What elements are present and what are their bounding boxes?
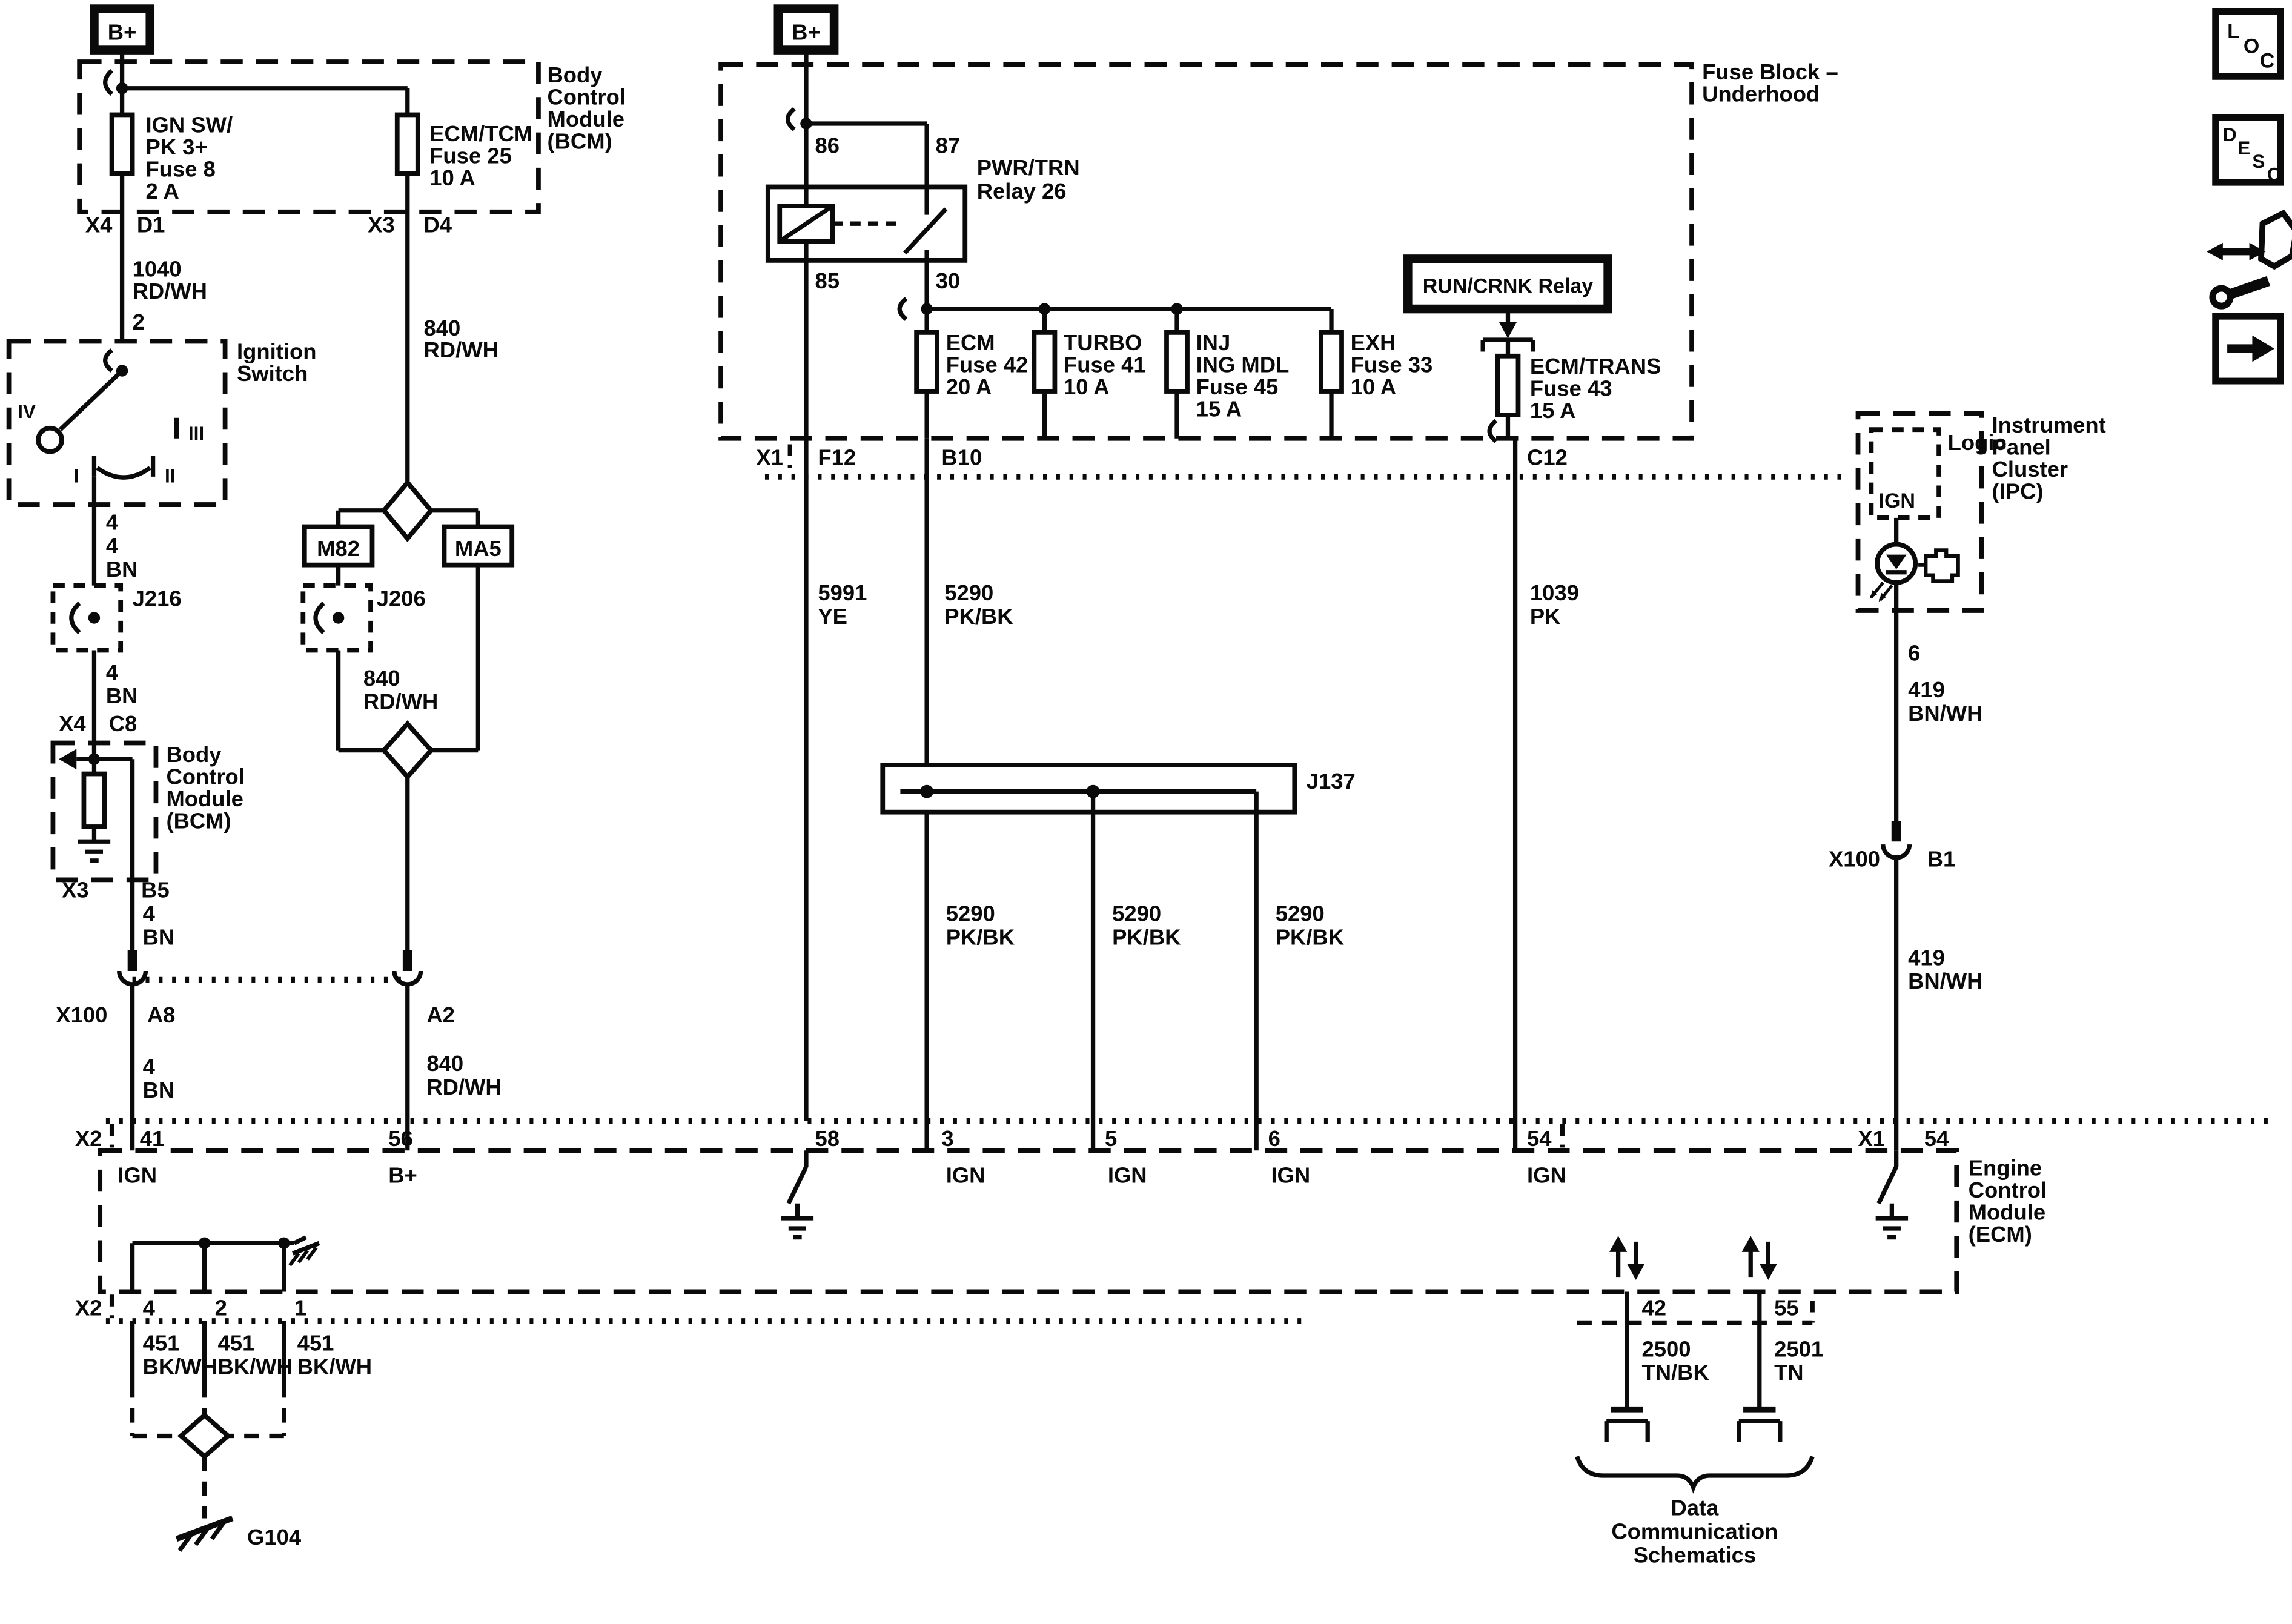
splice-pack-j137 xyxy=(883,765,1356,1121)
ipc-to-ecm-wire xyxy=(1829,611,1983,1121)
forward-arrow-button[interactable] xyxy=(2216,316,2280,381)
wire-840b-color: RD/WH xyxy=(363,689,439,714)
wire-5290c-num: 5290 xyxy=(1112,901,1162,926)
ecm-pin2-label: 2 xyxy=(214,1295,227,1321)
conn-x3-b5-x3: X3 xyxy=(62,877,89,903)
fuse42-line1: ECM xyxy=(946,330,995,356)
conn-x4-c8-c8: C8 xyxy=(108,711,137,737)
wire-1040-color: RD/WH xyxy=(132,279,207,304)
offpage-connector-1 xyxy=(1606,1410,1648,1442)
wire-5991-num: 5991 xyxy=(818,580,867,605)
position-ii-label: II xyxy=(165,465,176,487)
fuse-25 xyxy=(397,114,418,173)
wire-4-color2: BN xyxy=(105,683,138,708)
switch-detent-arc xyxy=(97,468,150,477)
fuse45-line4: 15 A xyxy=(1196,396,1242,422)
fuse45-line1: INJ xyxy=(1196,330,1231,356)
conn-x3-b5-b5: B5 xyxy=(141,877,170,903)
data-communication-wires xyxy=(1577,1291,1823,1567)
x100-a8-label: A8 xyxy=(147,1002,176,1027)
wire-840b-num: 840 xyxy=(363,665,400,691)
conn-d1-label: D1 xyxy=(136,212,165,237)
ipc-ign-label: IGN xyxy=(1878,489,1915,512)
fuse-block-title-1: Fuse Block – xyxy=(1702,59,1838,85)
current-path-hook xyxy=(105,71,112,94)
wire-1039-num: 1039 xyxy=(1529,580,1579,605)
wire-4-num3: 4 xyxy=(142,901,155,926)
fuse8-line3: Fuse 8 xyxy=(145,156,216,182)
fuse25-line3: 10 A xyxy=(429,165,475,191)
wire-451c-color: BK/WH xyxy=(297,1354,373,1379)
desc-e: E xyxy=(2237,137,2251,159)
ground-symbol xyxy=(78,841,110,861)
switch-contact-arm xyxy=(61,371,122,429)
wire-5290d-color: PK/BK xyxy=(1275,924,1345,950)
fuse25-line1: ECM/TCM xyxy=(429,121,533,147)
current-path-hook xyxy=(316,603,323,633)
x1-54-x1: X1 xyxy=(1858,1125,1886,1151)
ipc-term6-label: 6 xyxy=(1908,640,1921,666)
relay-name-2: Relay 26 xyxy=(976,178,1067,204)
x100-label: X100 xyxy=(56,1002,108,1027)
ecm-title-2: Control xyxy=(1968,1178,2047,1203)
wire-419b-num: 419 xyxy=(1908,945,1945,970)
ecm-ign6-label: IGN xyxy=(1271,1162,1311,1188)
wire-840-color: RD/WH xyxy=(423,337,498,363)
g104-label: G104 xyxy=(247,1525,302,1550)
wire-5290b-num: 5290 xyxy=(946,901,995,926)
ecm-pin1-label: 1 xyxy=(294,1295,307,1321)
wire-451a-num: 451 xyxy=(142,1330,180,1356)
wire-1040-rdwh xyxy=(133,257,207,334)
ma5-label: MA5 xyxy=(454,536,502,562)
fuse8-line2: PK 3+ xyxy=(145,134,208,160)
loc-o: O xyxy=(2243,35,2260,58)
wire-4-color: BN xyxy=(105,557,138,582)
ecm-ign5-label: IGN xyxy=(1107,1162,1147,1188)
fuse-bus xyxy=(899,260,1331,333)
bcm-title-4: (BCM) xyxy=(547,128,612,154)
x1-54-54: 54 xyxy=(1924,1125,1949,1151)
run-crnk-relay-label: RUN/CRNK Relay xyxy=(1422,274,1594,298)
c12-label: C12 xyxy=(1527,445,1568,470)
desc-d: D xyxy=(2222,124,2237,146)
current-path-hook xyxy=(71,603,79,633)
instrument-panel-cluster xyxy=(1858,413,2106,611)
wire-5290d-num: 5290 xyxy=(1275,901,1325,926)
relay-pin30-label: 30 xyxy=(935,268,961,294)
toolbar xyxy=(2207,12,2292,381)
wire-419a-color: BN/WH xyxy=(1908,701,1983,726)
bcm-title-2: Control xyxy=(547,84,626,110)
wire-2501-color: TN xyxy=(1774,1360,1804,1385)
position-i-label: I xyxy=(73,465,79,487)
splice-diamond-ground xyxy=(181,1415,228,1456)
splice-diamond-top xyxy=(384,483,431,539)
wire-2501-num: 2501 xyxy=(1774,1336,1824,1362)
fuse43-line1: ECM/TRANS xyxy=(1529,353,1661,379)
relay-pin86-label: 86 xyxy=(815,133,840,158)
ecm-pin42-label: 42 xyxy=(1641,1295,1667,1321)
g104-ground-symbol xyxy=(176,1518,232,1550)
pwr-trn-relay xyxy=(768,155,1080,260)
feed-arrow xyxy=(1499,322,1517,339)
wire-5991-color: YE xyxy=(818,603,847,629)
splice-diamond-bottom xyxy=(384,724,431,777)
x100-b1-x100: X100 xyxy=(1828,846,1881,872)
fuse8-line4: 2 A xyxy=(145,178,179,204)
fuse-block-underhood xyxy=(721,59,1838,1121)
ecm-bottom-connector-row xyxy=(75,1294,1812,1322)
run-crnk-relay xyxy=(1408,259,1608,356)
wire-419a-num: 419 xyxy=(1908,677,1945,703)
x2-bottom-label: X2 xyxy=(75,1295,102,1321)
ecm-pin5-label: 5 xyxy=(1104,1125,1118,1151)
fuse42-line3: 20 A xyxy=(946,374,992,399)
wire-4-num: 4 xyxy=(105,533,119,558)
relay-name-1: PWR/TRN xyxy=(976,155,1080,181)
fuse33-line2: Fuse 33 xyxy=(1350,352,1433,377)
loc-c: C xyxy=(2259,49,2275,73)
wire-451b-color: BK/WH xyxy=(217,1354,293,1379)
logic-label: Logic xyxy=(1947,430,2007,456)
ecm-pin58-internal-switch xyxy=(781,1150,813,1237)
wire-840c-color: RD/WH xyxy=(426,1074,502,1099)
fuse25-line2: Fuse 25 xyxy=(429,143,512,168)
ecm-box xyxy=(100,1150,1956,1291)
b-plus-label-2: B+ xyxy=(792,19,821,45)
terminal-2-label: 2 xyxy=(132,310,145,335)
fuse45-line2: ING MDL xyxy=(1196,352,1290,377)
bcm-title-3: Module xyxy=(547,106,624,131)
terminal-4-label: 4 xyxy=(105,509,119,535)
wire-5290a-num: 5290 xyxy=(944,580,994,605)
conn-d4-label: D4 xyxy=(423,212,452,237)
middle-vertical-wires xyxy=(818,439,1579,1121)
engine-icon xyxy=(1918,550,1958,581)
ipc-title-4: (IPC) xyxy=(1992,479,2044,504)
desc-s: S xyxy=(2252,150,2265,172)
transmission-variant-branch xyxy=(303,483,512,950)
wire-2500-color: TN/BK xyxy=(1641,1360,1709,1385)
ignition-title-2: Switch xyxy=(237,361,308,386)
loc-l: L xyxy=(2227,20,2240,44)
ecm-ign54-label: IGN xyxy=(1527,1162,1566,1188)
position-iii-label: III xyxy=(188,422,205,445)
wire-419b-color: BN/WH xyxy=(1908,969,1983,994)
wire-5290a-color: PK/BK xyxy=(944,603,1013,629)
fuse45-line3: Fuse 45 xyxy=(1196,374,1279,399)
harness-connector-row xyxy=(75,1121,2274,1151)
fuse43-line2: Fuse 43 xyxy=(1529,376,1612,401)
wire-5290c-color: PK/BK xyxy=(1112,924,1181,950)
ecm-pin3-label: 3 xyxy=(941,1125,954,1151)
ecm-ign3-label: IGN xyxy=(946,1162,985,1188)
wire-4-num2: 4 xyxy=(105,660,119,685)
switch-pivot xyxy=(38,428,62,452)
x100-a2-label: A2 xyxy=(426,1002,455,1027)
conn-x3-label: X3 xyxy=(368,212,395,237)
bcm2-title-1: Body xyxy=(166,742,222,767)
x100-inline-connector xyxy=(56,950,501,1121)
current-path-hook xyxy=(1489,421,1496,442)
wire-1039-color: PK xyxy=(1529,603,1561,629)
m82-label: M82 xyxy=(317,536,360,562)
wire-4-num4: 4 xyxy=(142,1053,155,1079)
ground-circuit-g104 xyxy=(133,1321,372,1551)
desc-button[interactable] xyxy=(2216,118,2281,185)
bcm2-title-2: Control xyxy=(166,764,245,789)
desc-c: C xyxy=(2267,163,2281,185)
fuse8-line1: IGN SW/ xyxy=(145,112,233,138)
ecm-title-4: (ECM) xyxy=(1968,1221,2032,1247)
ecm-pin55-label: 55 xyxy=(1774,1295,1799,1321)
wire-840c-num: 840 xyxy=(426,1051,464,1076)
ecm-pin54-internal-switch xyxy=(1876,1150,1908,1237)
data-comm-1: Data xyxy=(1671,1495,1719,1520)
wire-4-color4: BN xyxy=(142,1077,175,1102)
j206-label: J206 xyxy=(376,586,426,611)
relay-contact xyxy=(905,209,946,253)
current-path-hook xyxy=(788,109,795,130)
b-plus-label: B+ xyxy=(107,19,137,45)
x1-label: X1 xyxy=(756,445,783,470)
wire-451b-num: 451 xyxy=(217,1330,255,1356)
schematic-nav-wrench-icon[interactable] xyxy=(2207,213,2292,306)
conn-x4-label: X4 xyxy=(85,212,113,237)
ecm-pin6-label: 6 xyxy=(1268,1125,1280,1151)
wire-2500-num: 2500 xyxy=(1641,1336,1691,1362)
splice-j216 xyxy=(53,586,181,743)
wire-840-num: 840 xyxy=(423,315,461,340)
data-link-arrows xyxy=(1609,1236,1777,1280)
fuse-33 xyxy=(1321,330,1432,439)
fuse-43 xyxy=(1489,354,1661,442)
fuse-42 xyxy=(916,330,1028,439)
wire-451a-color: BK/WH xyxy=(142,1354,217,1379)
fuse-8 xyxy=(112,114,133,173)
ipc-title-1: Instrument xyxy=(1992,413,2106,438)
j216-box xyxy=(53,586,121,651)
relay-pin87-label: 87 xyxy=(935,133,961,158)
f12-label: F12 xyxy=(818,445,856,470)
bcm-internal-resistor xyxy=(84,774,104,827)
data-comm-3: Schematics xyxy=(1633,1542,1757,1568)
j216-label: J216 xyxy=(132,586,182,611)
data-comm-2: Communication xyxy=(1611,1519,1778,1544)
fuse-block-title-2: Underhood xyxy=(1702,81,1820,107)
mil-indicator-led xyxy=(1870,545,1915,602)
brace xyxy=(1577,1456,1813,1487)
ecm-pin56-label: 56 xyxy=(388,1125,413,1151)
ignition-switch xyxy=(9,339,317,586)
bcm-lower-module xyxy=(53,742,244,950)
current-path-hook xyxy=(105,350,112,371)
ecm-pin4-label: 4 xyxy=(142,1295,155,1321)
fuse33-line1: EXH xyxy=(1350,330,1396,356)
x2-top-label: X2 xyxy=(75,1125,102,1151)
fuse41-line2: Fuse 41 xyxy=(1063,352,1146,377)
current-path-hook xyxy=(899,299,906,319)
ecm-ign-label: IGN xyxy=(118,1162,157,1188)
signal-direction-arrow xyxy=(59,749,76,769)
fuse-45 xyxy=(1167,330,1289,439)
offpage-connector-2 xyxy=(1739,1410,1780,1442)
fuse-block-connector-row xyxy=(756,444,1843,476)
bcm2-title-4: (BCM) xyxy=(166,808,231,834)
j137-label: J137 xyxy=(1306,768,1356,794)
wire-4bn-below-switch xyxy=(106,509,138,582)
fuse33-line3: 10 A xyxy=(1350,374,1397,399)
fuse41-line3: 10 A xyxy=(1063,374,1110,399)
ecm-pin54-label: 54 xyxy=(1527,1125,1552,1151)
bcm2-title-3: Module xyxy=(166,786,243,811)
ignition-title-1: Ignition xyxy=(237,339,317,364)
fuse42-line2: Fuse 42 xyxy=(946,352,1028,377)
relay-box xyxy=(768,187,965,260)
ecm-pin58-label: 58 xyxy=(815,1125,840,1151)
bcm-title-1: Body xyxy=(547,62,603,88)
wire-5290b-color: PK/BK xyxy=(946,924,1015,950)
position-iv-label: IV xyxy=(18,400,36,422)
relay-pin85-label: 85 xyxy=(815,268,840,294)
ipc-title-3: Cluster xyxy=(1992,456,2068,482)
ecm-bplus-label: B+ xyxy=(388,1162,417,1188)
wire-1040-num: 1040 xyxy=(132,256,182,282)
fuse43-line3: 15 A xyxy=(1529,397,1576,423)
ecm-ground-bus xyxy=(133,1238,319,1292)
fuse-41 xyxy=(1034,330,1145,439)
conn-x4-c8-x4: X4 xyxy=(59,711,86,737)
wire-840-rdwh-fuse25 xyxy=(423,316,498,362)
fuse41-line1: TURBO xyxy=(1063,330,1142,356)
wire-4-color3: BN xyxy=(142,924,175,950)
loc-button[interactable] xyxy=(2216,12,2280,76)
ipc-title-2: Panel xyxy=(1992,434,2051,460)
ecm-title-3: Module xyxy=(1968,1199,2046,1225)
ecm-title-1: Engine xyxy=(1968,1155,2042,1181)
b10-label: B10 xyxy=(941,445,982,470)
x100-b1-b1: B1 xyxy=(1927,846,1956,872)
ecm-pin41-label: 41 xyxy=(139,1125,165,1151)
wire-451c-num: 451 xyxy=(297,1330,334,1356)
